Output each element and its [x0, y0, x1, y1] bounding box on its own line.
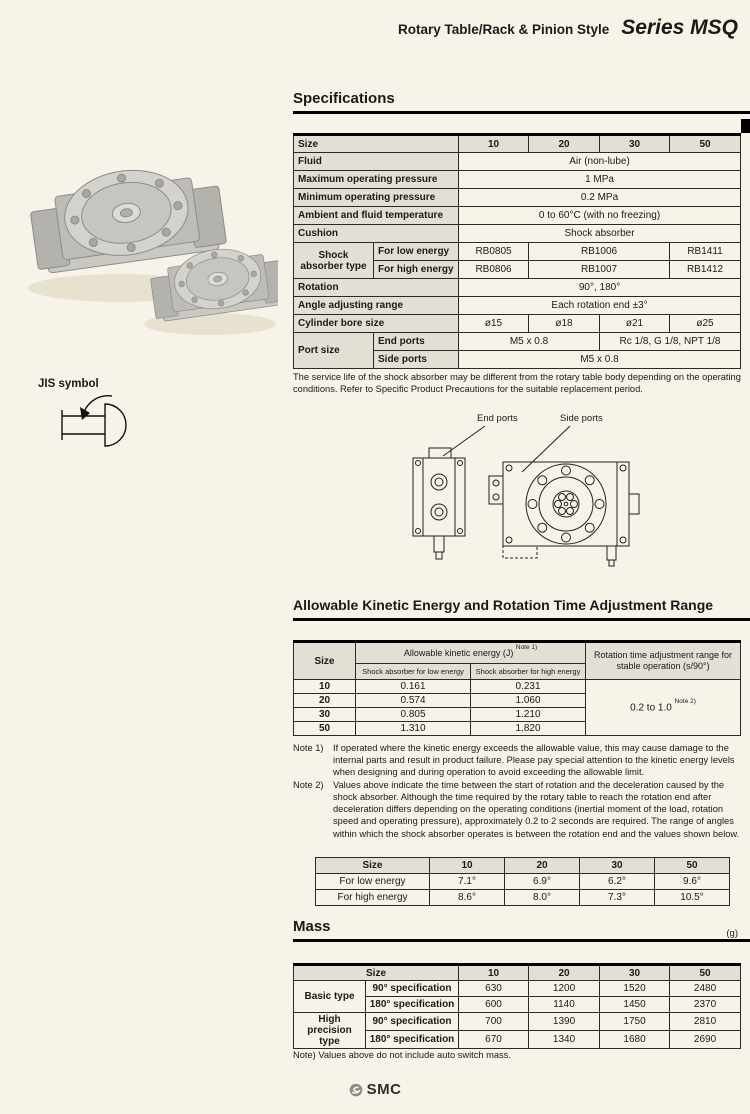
note-1: [293, 742, 748, 778]
mass-basic-180-20: 1140: [529, 997, 600, 1013]
mass-precision-90-50: 2810: [670, 1013, 741, 1031]
spec-row-min-pressure: [294, 189, 741, 207]
mass-unit-label: (g): [726, 928, 738, 939]
angle-header-row: [316, 858, 730, 874]
kinetic-time-note: Note 2): [674, 698, 696, 706]
mass-precision-90-30: 1750: [600, 1013, 670, 1031]
specifications-table: [293, 133, 741, 369]
spec-size-label: Size: [294, 135, 459, 153]
high-energy-50: RB1412: [670, 261, 741, 279]
spec-size-10: 10: [459, 135, 529, 153]
rotation-label: Rotation: [294, 279, 459, 297]
angle-row-low: [316, 874, 730, 890]
angle-table: [315, 857, 730, 906]
smc-logo-text: SMC: [366, 1081, 402, 1098]
specifications-heading: Specifications: [293, 90, 395, 107]
spec-row-fluid: [294, 153, 741, 171]
mass-basic-90-50: 2480: [670, 981, 741, 997]
shock-absorber-type-label: Shock absorber type: [294, 243, 374, 279]
mass-size-20: 20: [529, 965, 600, 981]
mass-rule: [293, 939, 750, 942]
specifications-rule: [293, 111, 750, 114]
angle-low-20: 6.9°: [505, 874, 580, 890]
kinetic-energy-header: [356, 642, 586, 664]
angle-size-30: 30: [580, 858, 655, 874]
high-energy-label: For high energy: [374, 261, 459, 279]
kinetic-heading: Allowable Kinetic Energy and Rotation Time Adjustment Range: [293, 597, 714, 613]
kinetic-size-20: 20: [294, 694, 356, 708]
note-1-text: If operated where the kinetic energy exceeds the allowable value, this may cause damage to the internal parts and result in product failure. Please pay special attention to the kinetic energy levels when designing and during operation to avoid exceeding the allowable limit.: [333, 743, 735, 778]
kinetic-low-10: 0.161: [356, 680, 471, 694]
low-energy-label: For low energy: [374, 243, 459, 261]
min-pressure-label: Minimum operating pressure: [294, 189, 459, 207]
kinetic-high-20: 1.060: [471, 694, 586, 708]
angle-low-10: 7.1°: [430, 874, 505, 890]
kinetic-low-col-header: Shock absorber for low energy: [356, 664, 471, 680]
mass-precision-90-20: 1390: [529, 1013, 600, 1031]
kinetic-size-label: Size: [294, 642, 356, 680]
angle-range-value: Each rotation end ±3°: [459, 297, 741, 315]
spec-size-50: 50: [670, 135, 741, 153]
product-photo: [20, 128, 278, 343]
mass-precision-180-50: 2690: [670, 1031, 741, 1049]
spec-row-angle: [294, 297, 741, 315]
mass-basic-180-50: 2370: [670, 997, 741, 1013]
angle-low-30: 6.2°: [580, 874, 655, 890]
kinetic-low-30: 0.805: [356, 708, 471, 722]
mass-basic-180-label: 180° specification: [366, 997, 459, 1013]
jis-symbol-label: JIS symbol: [38, 378, 99, 390]
angle-high-20: 8.0°: [505, 890, 580, 906]
spec-row-rotation: [294, 279, 741, 297]
spec-row-low-energy: [294, 243, 741, 261]
spec-row-bore: [294, 315, 741, 333]
kinetic-high-30: 1.210: [471, 708, 586, 722]
bore-50: ø25: [670, 315, 741, 333]
temperature-label: Ambient and fluid temperature: [294, 207, 459, 225]
kinetic-energy-header-note: Note 1): [515, 643, 538, 651]
kinetic-low-50: 1.310: [356, 722, 471, 736]
low-energy-20-30: RB1006: [529, 243, 670, 261]
port-diagram-drawing: [385, 410, 685, 585]
max-pressure-value: 1 MPa: [459, 171, 741, 189]
mass-table: [293, 963, 741, 1049]
page-header: [398, 16, 738, 40]
kinetic-high-50: 1.820: [471, 722, 586, 736]
page-title: Rotary Table/Rack & Pinion Style: [397, 22, 610, 37]
high-energy-10: RB0806: [459, 261, 529, 279]
angle-size-10: 10: [430, 858, 505, 874]
mass-basic-180-30: 1450: [600, 997, 670, 1013]
spec-size-20: 20: [529, 135, 600, 153]
angle-row-high: [316, 890, 730, 906]
low-energy-10: RB0805: [459, 243, 529, 261]
port-size-label: Port size: [294, 333, 374, 369]
mass-row-precision-90: [294, 1013, 741, 1031]
kinetic-rule: [293, 618, 750, 621]
bore-label: Cylinder bore size: [294, 315, 459, 333]
angle-size-50: 50: [655, 858, 730, 874]
max-pressure-label: Maximum operating pressure: [294, 171, 459, 189]
mass-basic-label: Basic type: [294, 981, 366, 1013]
diagram-end-ports-label: End ports: [477, 413, 518, 424]
note-2-text: Values above indicate the time between the start of rotation and the deceleration caused by the shock absorber. Although the time required by the rotary table to reach the rotation end after deceleration differs depending on the operating conditions (inertial moment of the load, rotation speed and operating pressure), approximately 0.2 to 2 seconds are required. The range of angles within which the shock absorber operates is between the rotation end and the values shown below.: [333, 780, 740, 839]
kinetic-size-30: 30: [294, 708, 356, 722]
angle-range-label: Angle adjusting range: [294, 297, 459, 315]
min-pressure-value: 0.2 MPa: [459, 189, 741, 207]
high-energy-20-30: RB1007: [529, 261, 670, 279]
page-edge-tab: [741, 119, 750, 133]
bore-30: ø21: [600, 315, 670, 333]
end-ports-10-20: M5 x 0.8: [459, 333, 600, 351]
mass-basic-90-label: 90° specification: [366, 981, 459, 997]
angle-low-50: 9.6°: [655, 874, 730, 890]
kinetic-notes: [293, 742, 748, 841]
mass-basic-90-10: 630: [459, 981, 529, 997]
mass-basic-180-10: 600: [459, 997, 529, 1013]
angle-high-30: 7.3°: [580, 890, 655, 906]
mass-precision-180-20: 1340: [529, 1031, 600, 1049]
smc-logo-icon: [349, 1083, 363, 1097]
spec-row-temperature: [294, 207, 741, 225]
spec-header-row: [294, 135, 741, 153]
mass-precision-90-label: 90° specification: [366, 1013, 459, 1031]
spec-row-cushion: [294, 225, 741, 243]
mass-precision-label: High precision type: [294, 1013, 366, 1049]
mass-header-row: [294, 965, 741, 981]
angle-size-20: 20: [505, 858, 580, 874]
footer: [0, 1081, 750, 1098]
kinetic-low-20: 0.574: [356, 694, 471, 708]
kinetic-size-50: 50: [294, 722, 356, 736]
end-ports-row-label: End ports: [374, 333, 459, 351]
kinetic-high-col-header: Shock absorber for high energy: [471, 664, 586, 680]
note-2-label: Note 2): [293, 780, 324, 791]
side-ports-row-label: Side ports: [374, 351, 459, 369]
cushion-value: Shock absorber: [459, 225, 741, 243]
low-energy-50: RB1411: [670, 243, 741, 261]
kinetic-row-10: [294, 680, 741, 694]
bore-10: ø15: [459, 315, 529, 333]
mass-row-basic-90: [294, 981, 741, 997]
fluid-value: Air (non-lube): [459, 153, 741, 171]
bore-20: ø18: [529, 315, 600, 333]
spec-size-30: 30: [600, 135, 670, 153]
mass-basic-90-20: 1200: [529, 981, 600, 997]
cushion-label: Cushion: [294, 225, 459, 243]
temperature-value: 0 to 60°C (with no freezing): [459, 207, 741, 225]
mass-heading: Mass: [293, 918, 331, 935]
spec-row-max-pressure: [294, 171, 741, 189]
mass-basic-90-30: 1520: [600, 981, 670, 997]
angle-low-label: For low energy: [316, 874, 430, 890]
mass-precision-180-30: 1680: [600, 1031, 670, 1049]
mass-precision-180-label: 180° specification: [366, 1031, 459, 1049]
fluid-label: Fluid: [294, 153, 459, 171]
kinetic-table: [293, 640, 741, 736]
angle-size-label: Size: [316, 858, 430, 874]
angle-high-50: 10.5°: [655, 890, 730, 906]
mass-precision-90-10: 700: [459, 1013, 529, 1031]
kinetic-header-row-1: [294, 642, 741, 664]
mass-size-50: 50: [670, 965, 741, 981]
jis-symbol-drawing: [48, 392, 163, 458]
side-ports-value: M5 x 0.8: [459, 351, 741, 369]
note-1-label: Note 1): [293, 743, 324, 753]
rotation-value: 90°, 180°: [459, 279, 741, 297]
mass-precision-180-10: 670: [459, 1031, 529, 1049]
kinetic-time-value: 0.2 to 1.0: [630, 702, 672, 714]
kinetic-energy-header-text: Allowable kinetic energy (J): [403, 647, 514, 658]
series-title: Series MSQ: [621, 16, 738, 39]
mass-size-30: 30: [600, 965, 670, 981]
specifications-note: The service life of the shock absorber may be different from the rotary table body depending on the operating conditions. Refer to Specific Product Precautions for the suitable replacement period.: [293, 372, 741, 395]
diagram-side-ports-label: Side ports: [560, 413, 603, 424]
note-2: [293, 779, 748, 839]
kinetic-high-10: 0.231: [471, 680, 586, 694]
end-ports-30-50: Rc 1/8, G 1/8, NPT 1/8: [600, 333, 741, 351]
angle-high-10: 8.6°: [430, 890, 505, 906]
kinetic-time-value-cell: [586, 680, 741, 736]
mass-note: Note) Values above do not include auto switch mass.: [293, 1050, 511, 1060]
mass-size-10: 10: [459, 965, 529, 981]
angle-high-label: For high energy: [316, 890, 430, 906]
mass-size-label: Size: [294, 965, 459, 981]
spec-row-end-ports: [294, 333, 741, 351]
kinetic-time-header: Rotation time adjustment range for stable operation (s/90°): [586, 642, 741, 680]
kinetic-size-10: 10: [294, 680, 356, 694]
